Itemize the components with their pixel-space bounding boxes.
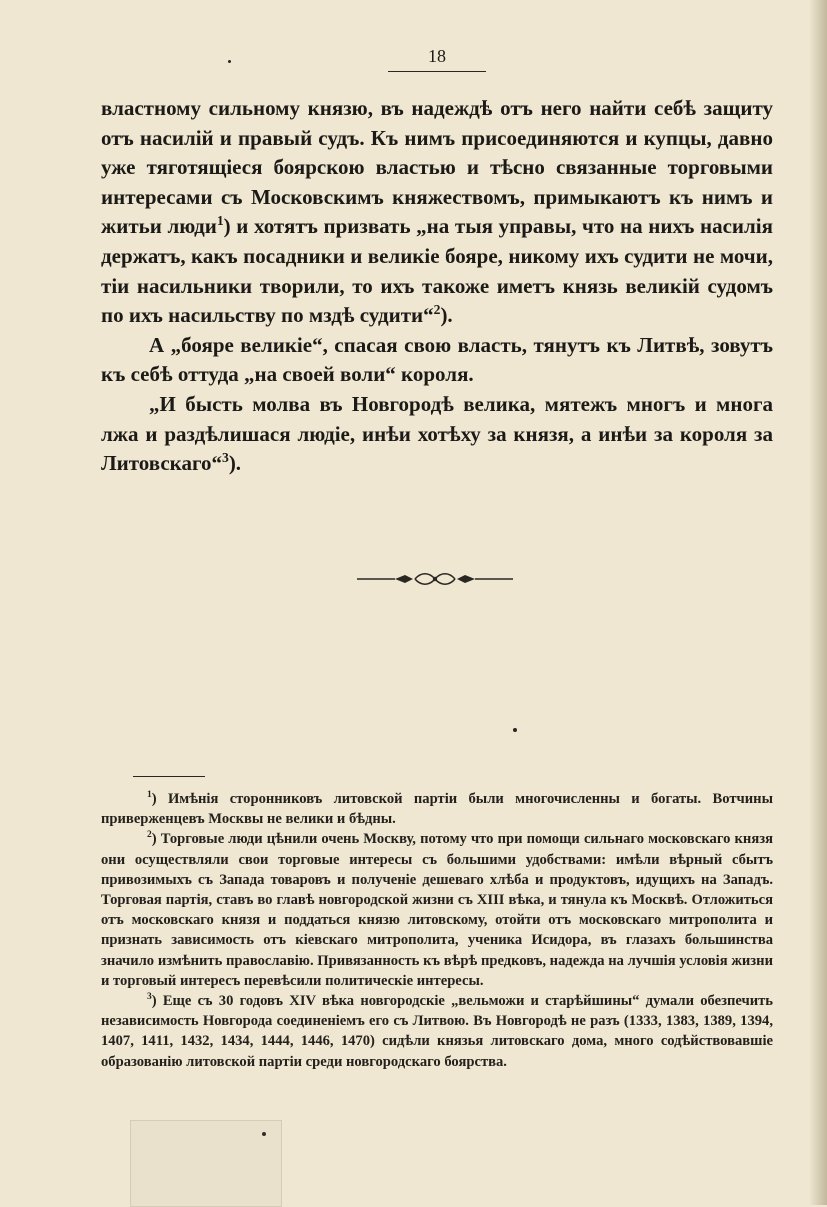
footnote-separator [133,776,205,777]
main-text [101,94,773,479]
ink-speck [513,728,517,732]
footnote-3 [101,991,773,1072]
paragraph-2: А „бояре великіе“, спасая свою власть, тянутъ къ Литвѣ, зовутъ къ себѣ оттуда „на своей воли“ короля. [101,332,773,387]
footnote-marker: 3 [147,992,152,1003]
footnotes [101,789,773,1072]
footnote-ref-1: 1 [216,213,224,229]
paragraph-1-end: ). [440,303,453,328]
paragraph-3-end: ). [228,451,242,476]
paragraph-1-start: властному сильному князю, въ надеждѣ отъ него найти себѣ защиту отъ насилій и правый судъ. Къ нимъ присоединяются и купцы, давно уже тяготящіеся боярскою властью и тѣсно связанные торговыми интересами съ Московскимъ княжествомъ, примыкаютъ къ нимъ и житьи люди [101,96,773,239]
page-edge-shadow [809,0,827,1205]
footnote-2 [101,829,773,991]
footnote-text: ) Имѣнія сторонниковъ литовской партіи были многочисленны и богаты. Вотчины приверженцевъ Москвы не велики и бѣдны. [101,791,773,828]
library-stamp-faded [130,1120,282,1207]
footnote-ref-3: 3 [221,450,229,466]
footnote-1 [101,789,773,829]
paragraph-1 [101,94,773,331]
footnote-text: ) Торговые люди цѣнили очень Москву, потому что при помощи сильнаго московскаго князя они осуществляли свои торговые интересы съ большими удобствами: имѣли вѣрный сбытъ привозимыхъ съ Запада товаровъ и полученіе дешеваго хлѣба и продуктовъ, идущихъ на Западъ. Торговая партія, ставъ во главѣ новгородской жизни съ XIII вѣка, и тянула къ Москвѣ. Отложиться отъ московскаго князя и поддаться князю литовскому, отойти отъ московскаго митрополита и признать зависимость отъ кіевскаго митрополита, ученика Исидора, въ глазахъ большинства значило измѣнить православію. Привязанность къ вѣрѣ предковъ, надежда на лучшія условія жизни и торговый интересъ перевѣсили политическіе интересы. [101,831,773,989]
footnote-marker: 2 [147,830,152,841]
paragraph-3 [101,390,773,479]
paragraph-1-middle: ) и хотятъ призвать „на тыя управы, что на нихъ насилія держатъ, какъ посадники и великіе бояре, никому ихъ судити не мочи, тіи насильники творили, то ихъ такоже иметъ князь великій судомъ по ихъ насильству по мздѣ судити“ [101,214,773,328]
footnote-text: ) Еще съ 30 годовъ XIV вѣка новгородскіе „вельможи и старѣйшины“ думали обезпечить независимость Новгорода соединеніемъ его съ Литвою. Въ Новгородѣ не разъ (1333, 1383, 1389, 1394, 1407, 1411, 1432, 1434, 1444, 1446, 1470) сидѣли князья литовскаго дома, много содѣйствовавшіе образованію литовской партіи среди новгородскаго боярства. [101,993,773,1070]
paragraph-3-text: „И бысть молва въ Новгородѣ велика, мятежъ многъ и многа лжа и раздѣлишася людіе, инѣи хотѣху за князя, а инѣи за короля за Литовскаго“ [101,391,773,476]
ink-speck [228,60,231,63]
footnote-ref-2: 2 [433,302,441,318]
footnote-marker: 1 [147,790,152,801]
section-divider-ornament [355,570,515,588]
page-number: 18 [388,46,486,72]
